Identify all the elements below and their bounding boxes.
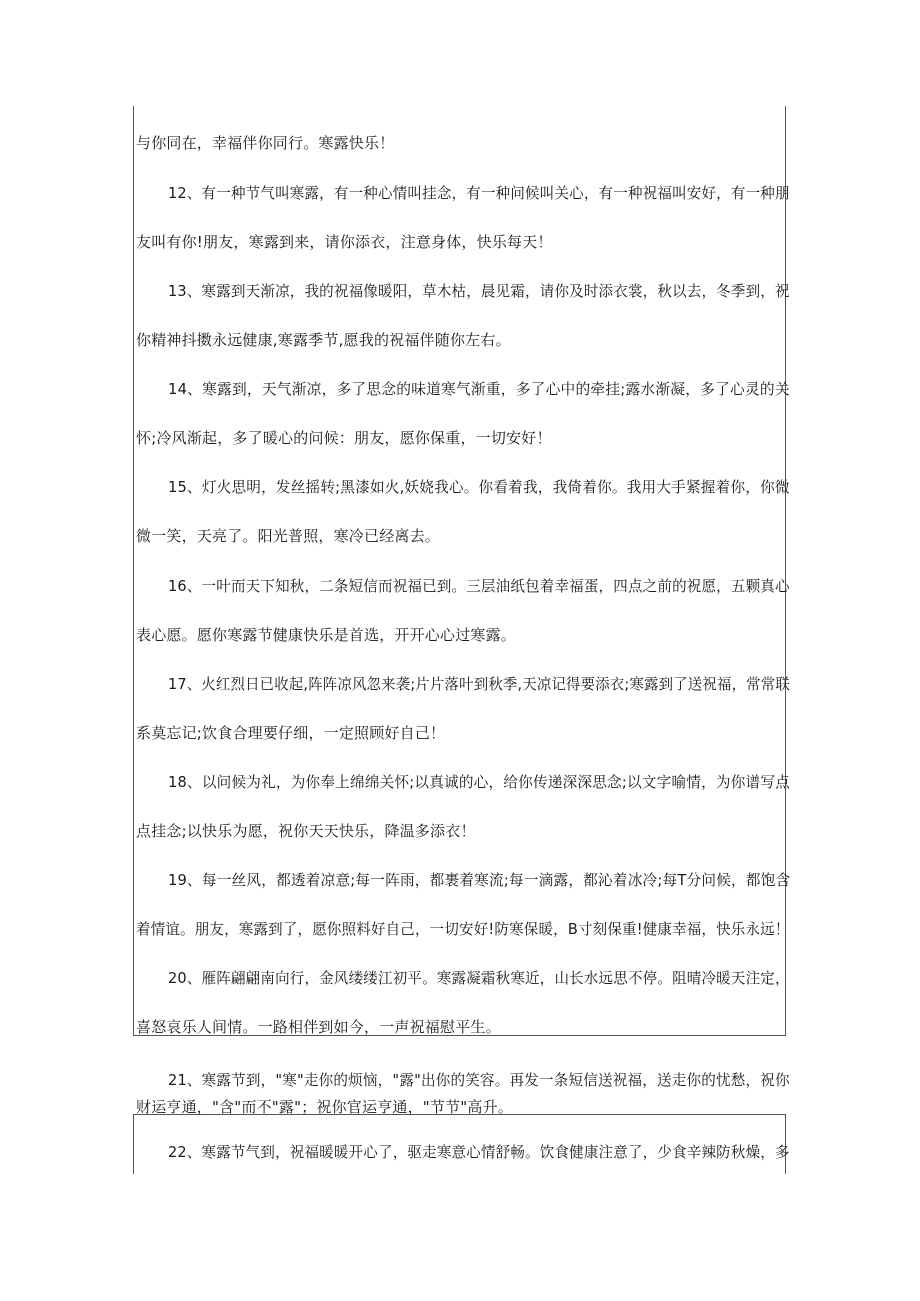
paragraph-line: 与你同在，幸福伴你同行。寒露快乐！ xyxy=(136,134,395,152)
paragraph-line: 19、每一丝风，都透着凉意;每一阵雨，都裹着寒流;每一滴露，都沁着冰冷;每T分问候，都饱含 xyxy=(168,871,791,889)
paragraph-line: 22、寒露节气到，祝福暖暖开心了，驱走寒意心情舒畅。饮食健康注意了，少食辛辣防秋燥，多 xyxy=(168,1143,790,1161)
paragraph-line: 20、雁阵翩翩南向行，金风缕缕江初平。寒露凝霜秋寒近，山长水远思不停。阻晴冷暖天注定， xyxy=(168,969,790,987)
paragraph-line: 微一笑，天亮了。阳光普照，寒冷已经离去。 xyxy=(136,527,441,545)
paragraph-line: 喜怒哀乐人间情。一路相伴到如今，一声祝福慰平生。 xyxy=(136,1018,501,1036)
paragraph-line: 15、灯火思明，发丝摇转;黑漆如火,妖娆我心。你看着我，我倚着你。我用大手紧握着你，你微 xyxy=(168,478,790,496)
paragraph-line: 财运亨通，"含"而不"露"；祝你官运亨通，"节节"高升。 xyxy=(136,1098,513,1116)
paragraph-line: 怀;冷风渐起，多了暖心的问候：朋友，愿你保重，一切安好！ xyxy=(136,429,552,447)
paragraph-line: 12、有一种节气叫寒露，有一种心情叫挂念，有一种问候叫关心，有一种祝福叫安好，有一种朋 xyxy=(168,184,790,202)
paragraph-line: 13、寒露到天渐凉，我的祝福像暖阳，草木枯，晨见霜，请你及时添衣裳，秋以去，冬季到，祝 xyxy=(168,282,790,300)
paragraph-line: 系莫忘记;饮食合理要仔细，一定照顾好自己！ xyxy=(136,724,446,742)
paragraph-line: 友叫有你!朋友，寒露到来，请你添衣，注意身体，快乐每天！ xyxy=(136,233,553,251)
paragraph-line: 着情谊。朋友，寒露到了，愿你照料好自己，一切安好!防寒保暖，B寸刻保重!健康幸福，快乐永远！ xyxy=(136,920,790,938)
paragraph-line: 18、以问候为礼，为你奉上绵绵关怀;以真诚的心，给你传递深深思念;以文字喻情，为你谱写点 xyxy=(168,773,790,791)
paragraph-line: 21、寒露节到，"寒"走你的烦恼，"露"出你的笑容。再发一条短信送祝福，送走你的忧愁，祝你 xyxy=(168,1071,790,1089)
paragraph-line: 14、寒露到，天气渐凉，多了思念的味道寒气渐重，多了心中的牵挂;露水渐凝，多了心灵的关 xyxy=(168,380,790,398)
paragraph-line: 17、火红烈日已收起,阵阵凉风忽来袭;片片落叶到秋季,天凉记得要添衣;寒露到了送祝福，常常联 xyxy=(168,675,790,693)
paragraph-line: 点挂念;以快乐为愿，祝你天天快乐，降温多添衣！ xyxy=(136,822,476,840)
paragraph-line: 16、一叶而天下知秋，二条短信而祝福已到。三层油纸包着幸福蛋，四点之前的祝愿，五颗真心 xyxy=(168,577,790,595)
paragraph-line: 表心愿。愿你寒露节健康快乐是首选，开开心心过寒露。 xyxy=(136,626,517,644)
paragraph-line: 你精神抖擞永远健康,寒露季节,愿我的祝福伴随你左右。 xyxy=(136,331,511,349)
